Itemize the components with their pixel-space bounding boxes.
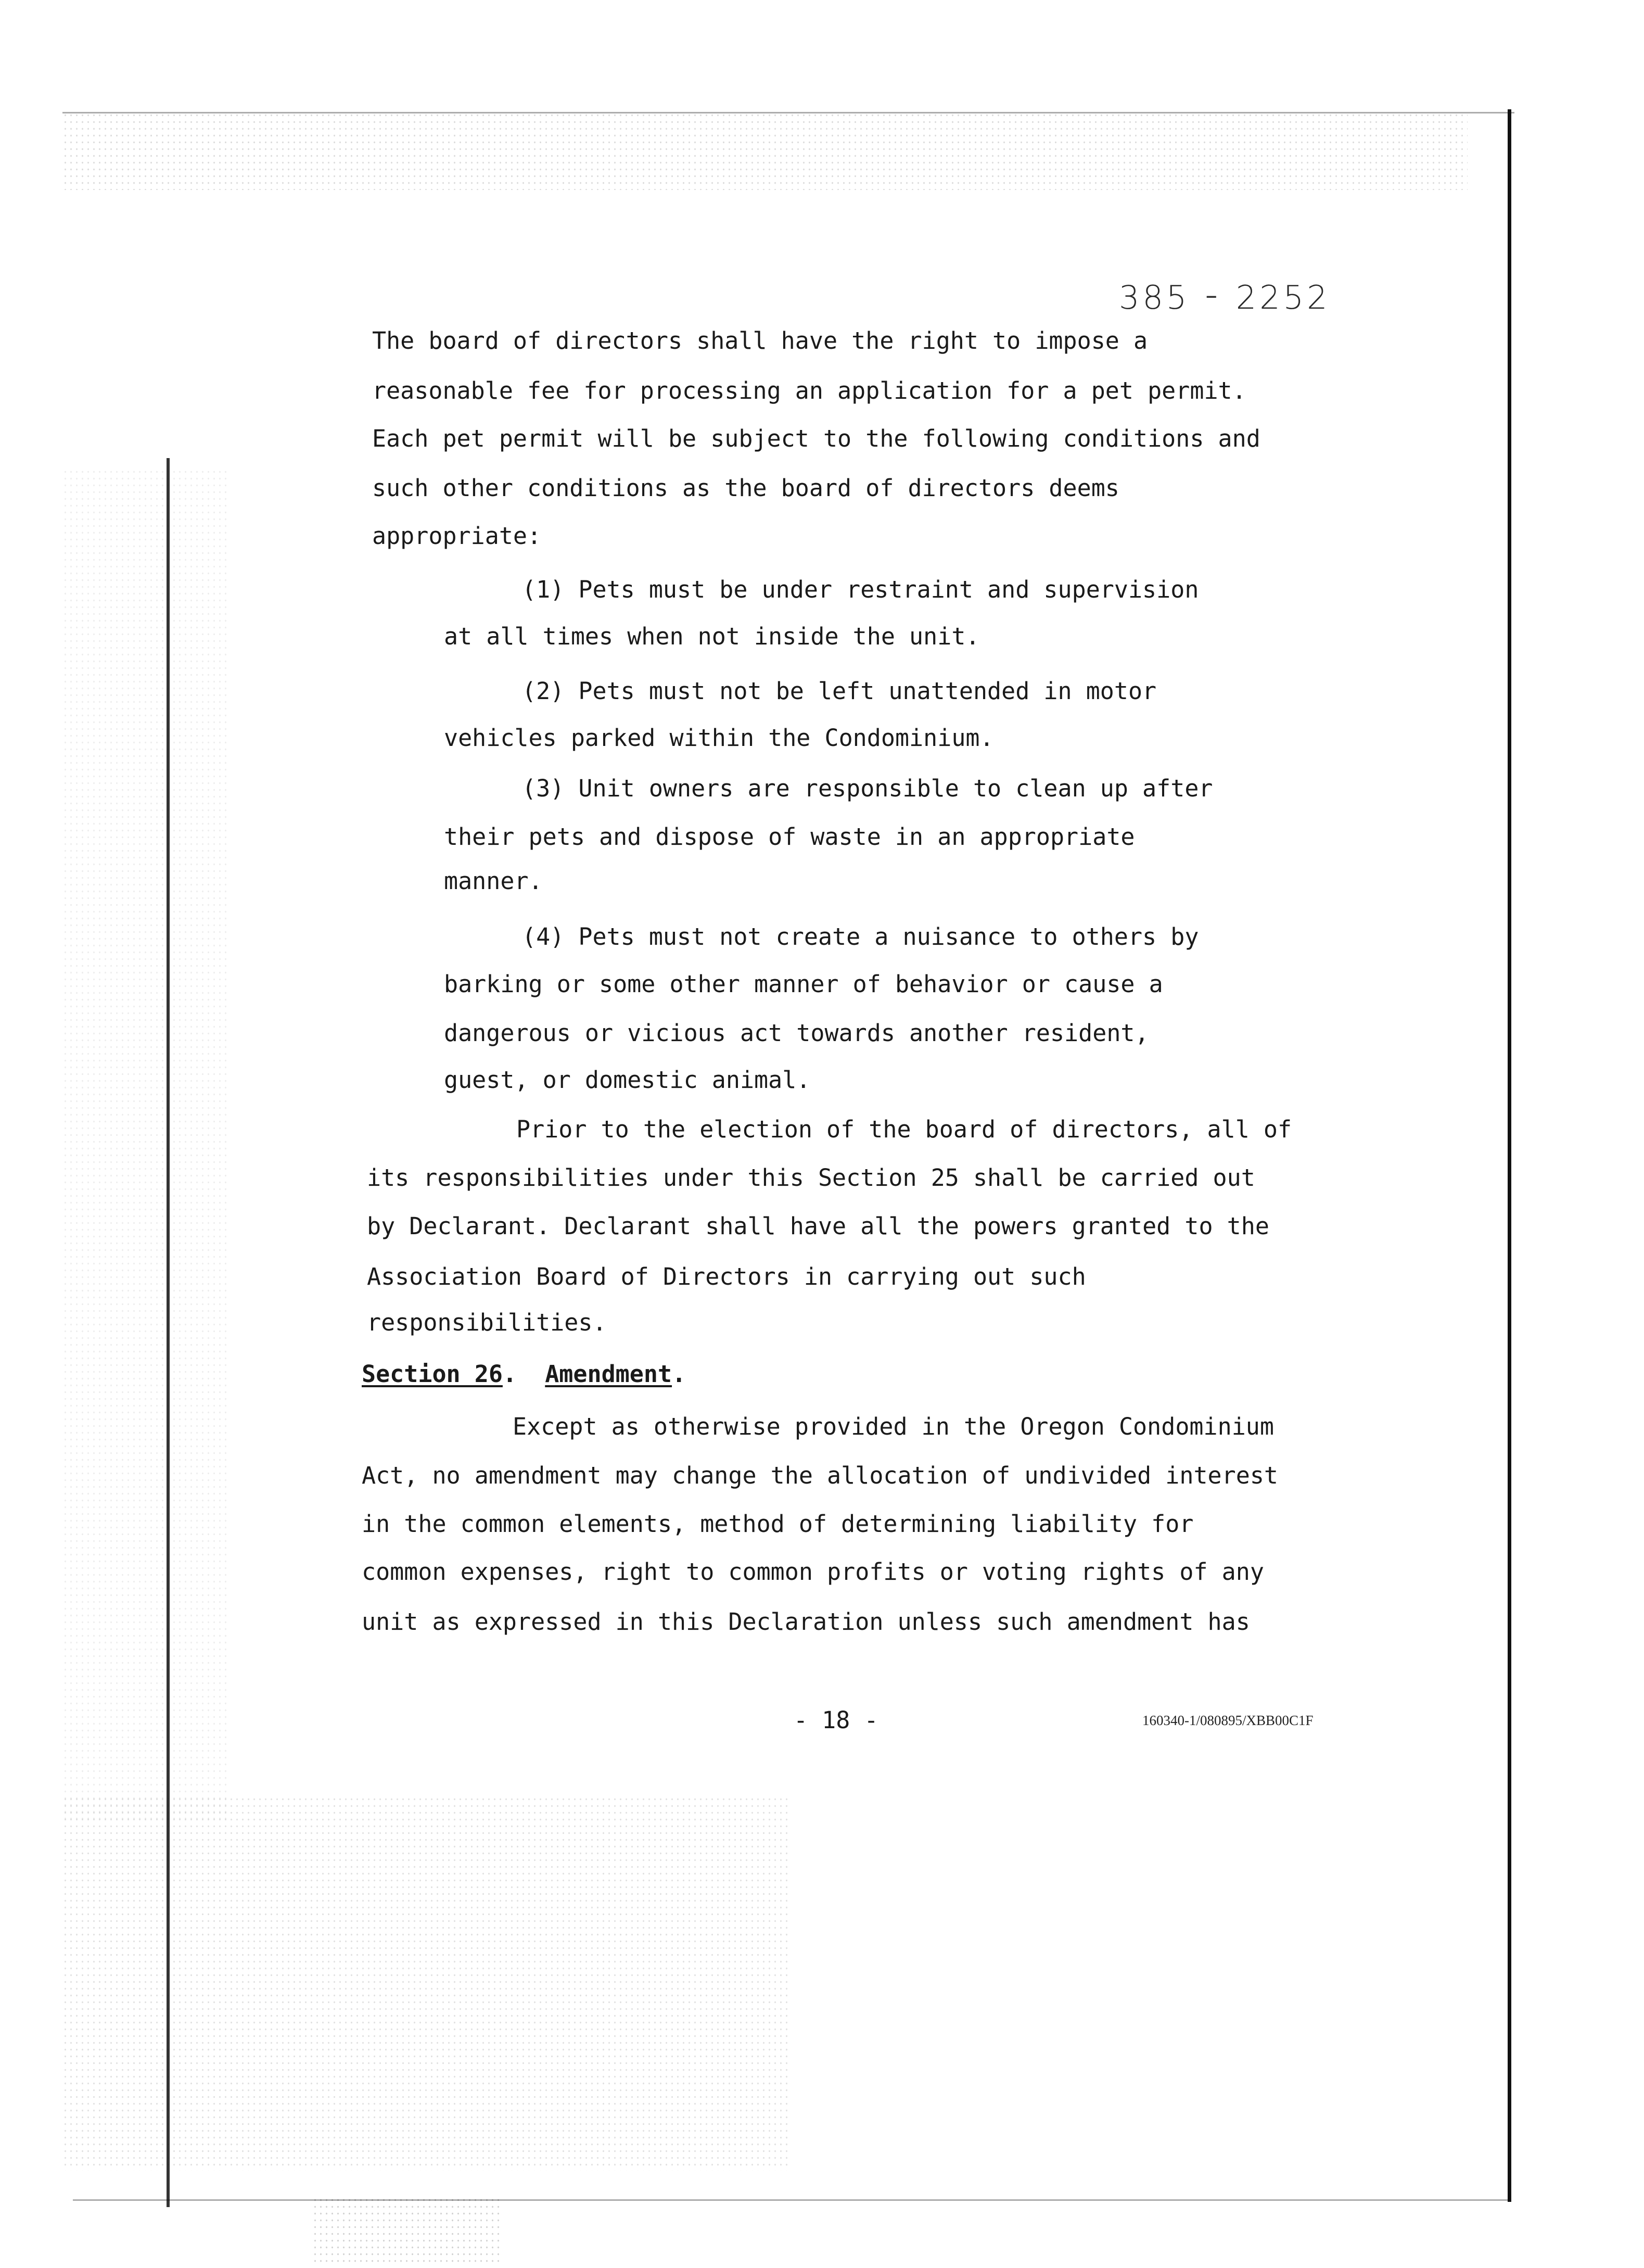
list-item-2: (2) Pets must not be left unattended in motor	[522, 677, 1157, 705]
recording-stamp: 385 ⁃ 2252	[1119, 278, 1331, 316]
body-line: Association Board of Directors in carrying out such	[367, 1263, 1086, 1290]
scan-noise-bottom	[62, 1796, 791, 2171]
body-line: appropriate:	[372, 522, 542, 550]
section-separator: .	[502, 1360, 545, 1388]
list-item-1: (1) Pets must be under restraint and supervision	[522, 576, 1199, 603]
body-line: by Declarant. Declarant shall have all the powers granted to the	[367, 1212, 1269, 1240]
document-code: 160340-1/080895/XBB00C1F	[1142, 1713, 1314, 1728]
section-title: Amendment	[545, 1360, 672, 1388]
scan-edge-top	[62, 112, 1514, 113]
body-line: its responsibilities under this Section 25 shall be carried out	[367, 1164, 1255, 1192]
list-item-4-cont: guest, or domestic animal.	[444, 1066, 811, 1094]
list-item-4-cont: barking or some other manner of behavior or cause a	[444, 970, 1163, 998]
list-item-4: (4) Pets must not create a nuisance to others by	[522, 923, 1199, 951]
body-line: reasonable fee for processing an application for a pet permit.	[372, 377, 1246, 404]
body-line: Act, no amendment may change the allocation of undivided interest	[362, 1462, 1278, 1489]
body-line: The board of directors shall have the right to impose a	[372, 327, 1148, 354]
scan-noise-tab	[312, 2197, 500, 2264]
list-item-4-cont: dangerous or vicious act towards another resident,	[444, 1019, 1149, 1047]
body-line: unit as expressed in this Declaration unless such amendment has	[362, 1608, 1250, 1636]
body-line: Prior to the election of the board of directors, all of	[516, 1116, 1292, 1143]
list-item-3-cont: manner.	[444, 867, 543, 895]
section-end: .	[672, 1360, 686, 1388]
scan-edge-bottom	[73, 2199, 1509, 2201]
list-item-3: (3) Unit owners are responsible to clean up after	[522, 775, 1213, 802]
list-item-3-cont: their pets and dispose of waste in an appropriate	[444, 823, 1135, 851]
body-line: such other conditions as the board of directors deems	[372, 474, 1119, 502]
section-heading	[362, 1360, 686, 1388]
scan-edge-right	[1508, 109, 1511, 2202]
list-item-2-cont: vehicles parked within the Condominium.	[444, 724, 994, 752]
page-number: - 18 -	[794, 1706, 878, 1734]
section-number: Section 26	[362, 1360, 503, 1388]
scan-noise-top	[62, 112, 1468, 190]
scan-noise-left	[62, 468, 229, 1822]
body-line: responsibilities.	[367, 1309, 607, 1336]
body-line: common expenses, right to common profits or voting rights of any	[362, 1558, 1264, 1586]
body-line: in the common elements, method of determining liability for	[362, 1510, 1194, 1538]
body-line: Except as otherwise provided in the Oregon Condominium	[513, 1413, 1274, 1440]
scan-edge-left	[167, 458, 170, 2207]
body-line: Each pet permit will be subject to the following conditions and	[372, 425, 1260, 452]
list-item-1-cont: at all times when not inside the unit.	[444, 623, 980, 650]
